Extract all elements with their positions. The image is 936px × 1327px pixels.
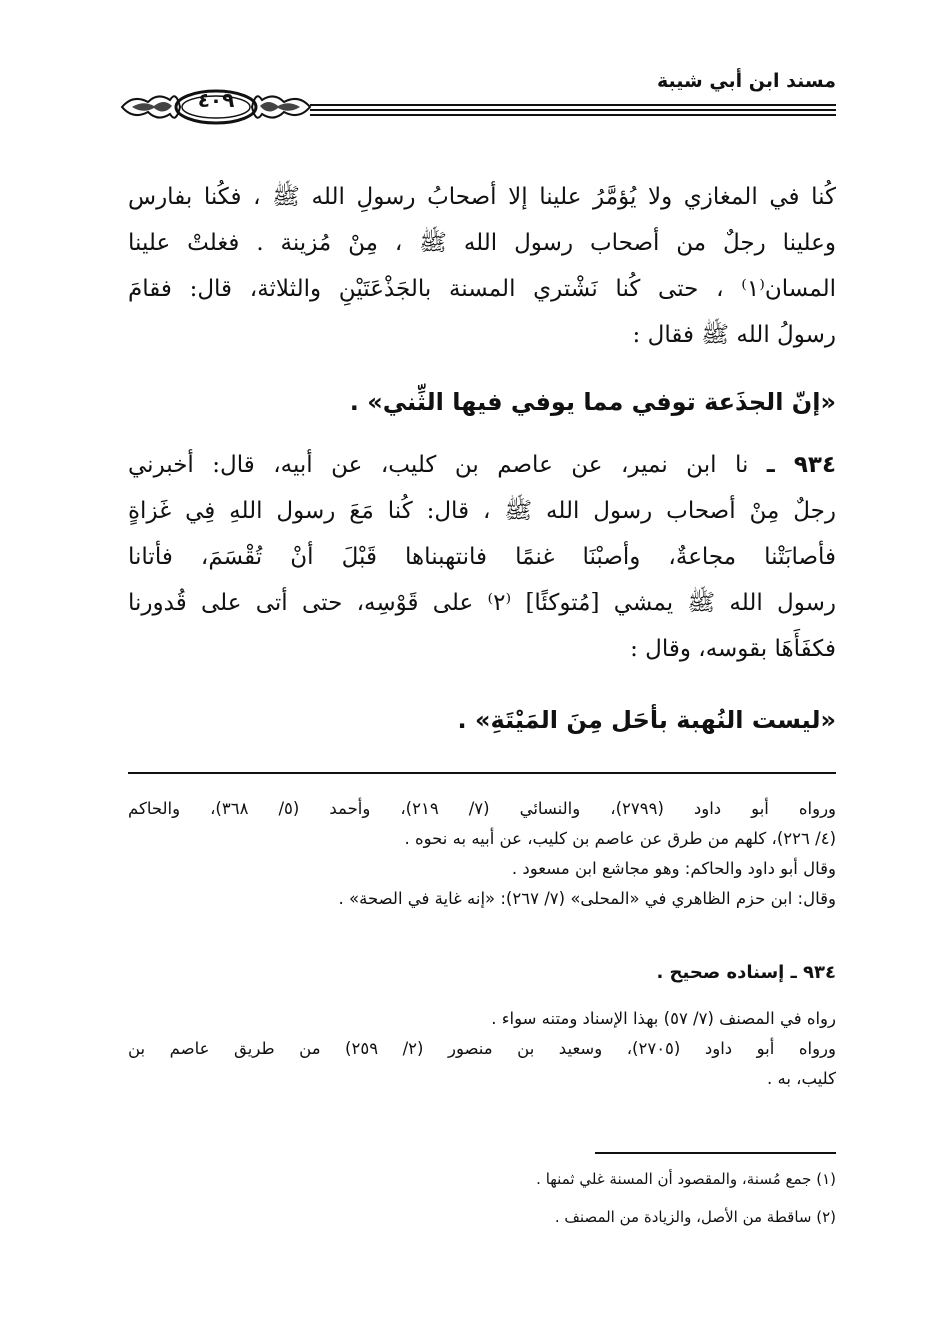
text-line: رسولُ الله ﷺ فقال : — [632, 322, 836, 348]
note-line: وقال أبو داود والحاكم: وهو مجاشع ابن مسعود . — [511, 859, 836, 878]
hadith-quote-2: «ليست النُهبة بأحَل مِنَ المَيْتَةِ» . — [457, 706, 836, 734]
text-line-content: نا ابن نمير، عن عاصم بن كليب، عن أبيه، قال: أخبرني — [128, 452, 749, 478]
header-rule — [310, 104, 836, 122]
page-number: ٤٠٩ — [197, 88, 235, 112]
notes-heading-934: ٩٣٤ ـ إسناده صحيح . — [656, 962, 836, 983]
text-line: كُنا في المغازي ولا يُؤمَّرُ علينا إلا أصحابُ رسولِ الله ﷺ ، فكُنا بفارس — [128, 184, 836, 210]
notes-block-1 — [128, 794, 836, 914]
note-line: ورواه أبو داود (٢٧٠٥)، وسعيد بن منصور (٢/ ٢٥٩) من طريق عاصم بن — [128, 1039, 836, 1058]
hadith-quote-1: «إنّ الجذَعة توفي مما يوفي فيها الثِّني» . — [349, 388, 836, 416]
text-line: فكفَأَهَا بقوسه، وقال : — [630, 636, 836, 662]
note-line: رواه في المصنف (٧/ ٥٧) بهذا الإسناد ومتنه سواء . — [491, 1009, 836, 1028]
text-line — [128, 446, 836, 484]
notes-block-2 — [128, 1004, 836, 1094]
text-line: المسان⁽١⁾ ، حتى كُنا نَشْتري المسنة بالجَذْعَتَيْنِ والثلاثة، قال: فقامَ — [128, 276, 836, 302]
text-line: وعلينا رجلٌ من أصحاب رسول الله ﷺ ، مِنْ مُزينة . فغلتْ علينا — [128, 230, 836, 256]
note-line: (٤/ ٢٢٦)، كلهم من طرق عن عاصم بن كليب، عن أبيه به نحوه . — [404, 829, 836, 848]
text-line: فأصابَتْنا مجاعةٌ، وأصبْنَا غنمًا فانتهبناها قَبْلَ أنْ تُقْسَمَ، فأتانا — [128, 544, 836, 570]
note-line: ورواه أبو داود (٢٧٩٩)، والنسائي (٧/ ٢١٩)، وأحمد (٥/ ٣٦٨)، والحاكم — [128, 799, 837, 818]
notes-separator — [128, 772, 836, 774]
footnotes-separator — [595, 1152, 836, 1154]
footnote-1: (١) جمع مُسنة، والمقصود أن المسنة غلي ثمنها . — [536, 1170, 836, 1188]
hadith-number: ٩٣٤ ـ — [766, 452, 836, 478]
footnote-2: (٢) ساقطة من الأصل، والزيادة من المصنف . — [554, 1208, 836, 1226]
main-paragraph-2 — [128, 446, 836, 668]
text-line: رجلٌ مِنْ أصحاب رسول الله ﷺ ، قال: كُنا مَعَ رسول اللهِ فِي غَزاةٍ — [128, 498, 836, 524]
running-header-title: مسند ابن أبي شيبة — [656, 70, 836, 92]
note-line: كليب، به . — [767, 1069, 836, 1088]
main-paragraph-1 — [128, 178, 836, 354]
note-line: وقال: ابن حزم الظاهري في «المحلى» (٧/ ٢٦٧): «إنه غاية في الصحة» . — [338, 889, 836, 908]
text-line: رسول الله ﷺ يمشي [مُتوكئًا] ⁽٢⁾ على قَوْسِه، حتى أتى على قُدورنا — [128, 590, 836, 616]
